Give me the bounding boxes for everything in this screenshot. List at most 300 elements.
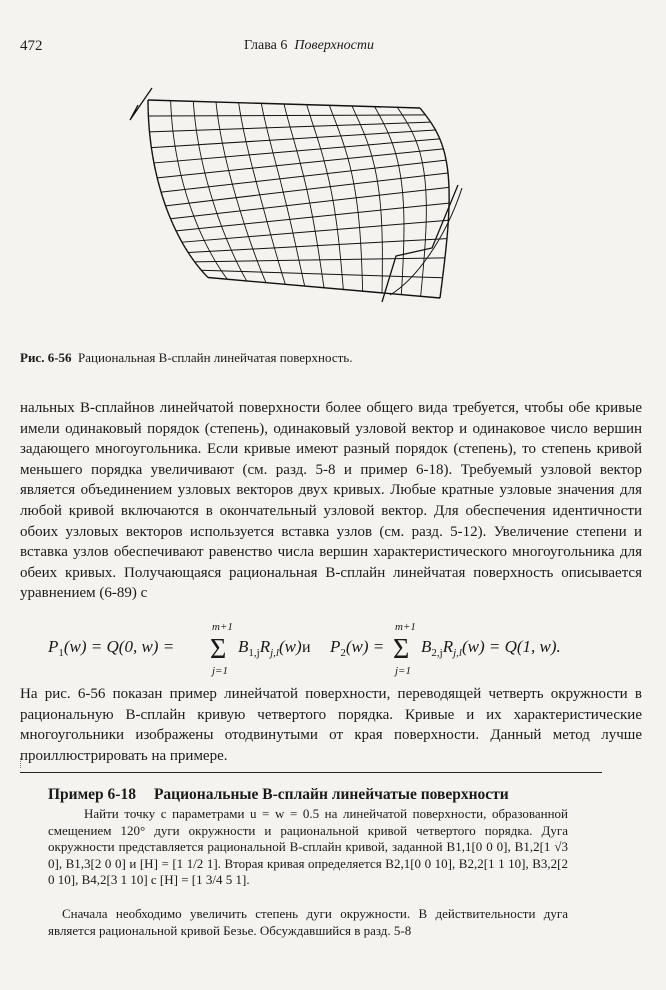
mesh-line — [320, 147, 321, 151]
mesh-line — [178, 164, 179, 169]
mesh-line — [152, 150, 153, 155]
mesh-line — [239, 267, 241, 271]
mesh-line — [217, 264, 219, 267]
mesh-line — [318, 248, 319, 253]
mesh-line — [340, 253, 341, 258]
mesh-line — [379, 196, 380, 201]
mesh-line — [444, 152, 445, 156]
mesh-line — [266, 125, 267, 129]
mesh-line — [443, 270, 444, 277]
mesh-line — [278, 174, 279, 179]
mesh-line — [153, 155, 154, 160]
mesh-line — [316, 238, 317, 243]
mesh-line — [236, 198, 237, 203]
mesh-line — [280, 268, 281, 272]
mesh-line — [361, 126, 362, 129]
mesh-line — [337, 226, 338, 231]
mesh-line — [275, 160, 276, 165]
mesh-line — [191, 208, 193, 213]
mesh-line — [245, 225, 246, 229]
mesh-line — [223, 273, 225, 276]
mesh-line — [283, 192, 284, 197]
mesh-line — [306, 185, 307, 190]
mesh-line — [196, 221, 198, 225]
mesh-line — [301, 268, 302, 273]
mesh-line — [216, 102, 217, 107]
mesh-line — [194, 111, 195, 116]
mesh-line — [299, 158, 300, 162]
mesh-line — [260, 268, 262, 272]
mesh-line — [400, 174, 401, 179]
mesh-line — [300, 162, 301, 166]
mesh-line — [379, 191, 380, 196]
mesh-line — [175, 143, 176, 148]
mesh-line — [341, 258, 342, 263]
mesh-line — [295, 145, 296, 149]
mesh-line — [320, 263, 321, 268]
mesh-line — [174, 138, 175, 143]
mesh-line — [335, 211, 336, 216]
mesh-line — [339, 130, 340, 134]
mesh-line — [422, 110, 424, 112]
mesh-line — [264, 209, 265, 214]
mesh-line — [268, 133, 269, 137]
mesh-line — [188, 198, 190, 203]
mesh-line — [441, 141, 442, 144]
mesh-line — [447, 229, 448, 235]
mesh-line — [421, 158, 422, 162]
mesh-line — [249, 239, 251, 243]
mesh-line — [444, 256, 445, 263]
mesh-line — [446, 242, 447, 249]
mesh-line — [257, 260, 259, 264]
mesh-line — [229, 244, 231, 248]
mesh-line — [311, 209, 312, 214]
mesh-line — [240, 212, 241, 217]
mesh-line — [177, 232, 179, 236]
mesh-line — [283, 276, 284, 280]
mesh-line — [265, 214, 266, 219]
mesh-line — [292, 230, 293, 235]
mesh-line — [173, 224, 175, 228]
mesh-line — [294, 141, 295, 145]
formula-right: $P_2(w)$ = — [330, 637, 385, 659]
mesh-line — [354, 184, 355, 189]
mesh-line — [349, 162, 350, 166]
mesh-line — [446, 160, 447, 164]
mesh-line — [199, 230, 201, 234]
mesh-line — [224, 232, 226, 236]
running-head — [244, 38, 374, 54]
mesh-line — [343, 141, 344, 145]
mesh-line — [346, 153, 347, 157]
mesh-line — [392, 141, 393, 145]
mesh-line — [320, 258, 321, 263]
mesh-line — [206, 275, 208, 277]
mesh-line — [270, 232, 271, 237]
mesh-line — [179, 236, 181, 240]
mesh-line — [177, 159, 178, 164]
mesh-line — [217, 112, 218, 117]
mesh-line — [159, 186, 160, 191]
chapter-title: Поверхности — [294, 38, 374, 53]
mesh-line — [195, 117, 196, 122]
mesh-line — [374, 163, 375, 167]
mesh-line — [334, 206, 335, 211]
mesh-line — [315, 131, 316, 135]
mesh-line — [331, 191, 332, 196]
mesh-line — [401, 178, 402, 183]
mesh-line — [290, 221, 291, 226]
mesh-line — [219, 219, 221, 223]
mesh-line — [297, 249, 298, 254]
formula-term-1: $B_{1,j}R_{j,l}(w)$ — [238, 637, 302, 659]
sum-symbol-2: Σ — [393, 634, 410, 665]
mesh-line — [180, 169, 181, 174]
mesh-line — [239, 107, 240, 112]
mesh-line — [442, 144, 443, 148]
mesh-line — [326, 168, 327, 172]
mesh-line — [227, 164, 228, 169]
mesh-line — [276, 255, 277, 259]
mesh-line — [226, 160, 227, 165]
mesh-line — [189, 203, 191, 208]
mesh-line — [200, 152, 201, 157]
mesh-line — [243, 125, 244, 130]
mesh-line — [196, 127, 197, 132]
mesh-line — [266, 218, 267, 223]
mesh-line — [172, 122, 173, 127]
mesh-line — [370, 151, 371, 155]
mesh-line — [150, 134, 151, 140]
mesh-line — [194, 217, 196, 221]
mesh-line — [424, 176, 425, 181]
sum-upper-limit-2: m+1 — [395, 621, 416, 633]
mesh-line — [396, 157, 397, 161]
mesh-line — [258, 264, 260, 268]
mesh-line — [187, 251, 189, 254]
mesh-line — [181, 240, 183, 244]
mesh-line — [261, 200, 262, 205]
mesh-line — [198, 142, 199, 147]
mesh-line — [315, 228, 316, 233]
mesh-line — [242, 216, 243, 221]
mesh-line — [447, 164, 448, 168]
mesh-line — [243, 130, 244, 135]
mesh-line — [249, 153, 250, 158]
mesh-line — [157, 176, 158, 181]
mesh-line — [262, 108, 263, 112]
mesh-line — [234, 256, 236, 260]
mesh-line — [206, 176, 207, 181]
mesh-line — [293, 136, 294, 140]
mesh-line — [222, 228, 224, 232]
example-paragraph-1: Найти точку с параметрами u = w = 0.5 на линейчатой поверхности, образованной смещением 120° дуги окружности и рациональной кривой четвертого порядка. Дуга окружности представляется рациональной B-сплайн кривой, заданной B1,1[0 0 0], B1,2[1 √3 0], B1,3[2 0 0] и [H] = [1 1/2 1]. Вторая кривая определяется B2,1[0 0 10], B2,2[1 1 10], B3,2[2 0 10], B4,2[3 1 10] с [H] = [1 3/4 5 1]. — [48, 806, 568, 887]
mesh-line — [238, 202, 239, 207]
mesh-line — [358, 119, 359, 122]
mesh-line — [275, 250, 276, 254]
mesh-line — [285, 108, 286, 112]
mesh-line — [222, 140, 223, 145]
mesh-line — [257, 186, 258, 191]
mesh-line — [379, 116, 381, 119]
mesh-line — [167, 210, 169, 215]
formula — [40, 616, 600, 680]
body-paragraph-1: нальных B-сплайнов линейчатой поверхности более общего вида требуется, чтобы обе кривые имели одинаковый порядок (степень), одинаковый узловой вектор и одинаковое число вершин задающего многоугольника. Если кривые имеют разный порядок (степень), то степень кривой меньшего порядка увеличивают (см. разд. 5-8 и пример 6-18). Требуемый узловой вектор является объединением узловых векторов двух кривых. Любые кратные узловые значения для любой кривой включаются в окончательный узловой вектор. Для обеспечения идентичности обоих узловых векторов используется вставка узлов (см. разд. 5-12). Увеличение степени и вставка узлов обеспечивают равенство числа вершин характеристического многоугольника для обеих кривых. Получающаяся рациональная B-сплайн линейчатая поверхность описывается уравнением (6-89) с — [20, 400, 642, 602]
mesh-line — [255, 176, 256, 181]
mesh-line — [418, 146, 419, 150]
mesh-line — [377, 177, 378, 182]
mesh-line — [444, 263, 445, 270]
mesh-line — [276, 164, 277, 169]
mesh-line — [356, 199, 357, 204]
mesh-line — [311, 120, 312, 124]
mesh-line — [291, 226, 292, 231]
mesh-line — [290, 128, 291, 132]
mesh-line — [319, 143, 320, 147]
mesh-line — [186, 194, 187, 199]
figure-caption-text: Рациональная B-сплайн линейчатая поверхность. — [78, 350, 353, 365]
mesh-line — [389, 134, 390, 137]
formula-left: $P_1(w) = Q(0$, w) = — [48, 637, 175, 659]
mesh-line — [155, 166, 156, 171]
mesh-line — [151, 144, 152, 149]
mesh-line — [149, 128, 150, 134]
mesh-line — [218, 121, 219, 126]
mesh-line — [293, 235, 294, 240]
mesh-line — [331, 109, 332, 112]
mesh-line — [265, 120, 266, 124]
mesh-line — [282, 187, 283, 192]
mesh-line — [150, 139, 151, 144]
mesh-line — [273, 151, 274, 155]
mesh-line — [323, 155, 324, 159]
mesh-line — [298, 153, 299, 157]
mesh-line — [267, 129, 268, 133]
mesh-line — [319, 253, 320, 258]
mesh-line — [252, 167, 253, 172]
sum-upper-limit: m+1 — [212, 621, 233, 633]
mesh-line — [164, 201, 166, 206]
mesh-line — [436, 131, 438, 134]
mesh-line — [278, 259, 279, 263]
mesh-line — [279, 264, 280, 268]
mesh-line — [248, 148, 249, 153]
mesh-line — [258, 190, 259, 195]
figure-caption — [20, 350, 640, 366]
mesh-line — [274, 246, 275, 250]
mesh-line — [313, 218, 314, 223]
mesh-line — [337, 126, 338, 130]
mesh-line — [421, 283, 422, 290]
mesh-line — [377, 181, 378, 186]
mesh-line — [195, 122, 196, 127]
mesh-line — [185, 247, 187, 251]
mesh-line — [296, 149, 297, 153]
chapter-label: Глава 6 — [244, 38, 288, 53]
mesh-line — [433, 126, 435, 129]
mesh-line — [197, 137, 198, 142]
mesh-line — [243, 221, 244, 226]
mesh-line — [219, 126, 220, 131]
mesh-line — [173, 133, 174, 138]
mesh-line — [158, 181, 159, 186]
mesh-line — [338, 237, 339, 242]
mesh-line — [175, 228, 177, 232]
sum-lower-limit: j=1 — [212, 665, 228, 677]
mesh-line — [328, 177, 329, 182]
mesh-line — [217, 107, 218, 112]
mesh-line — [294, 240, 295, 245]
mesh-line — [441, 284, 442, 291]
mesh-line — [339, 242, 340, 247]
mesh-line — [247, 144, 248, 149]
mesh-line — [350, 166, 351, 170]
mesh-line — [253, 171, 254, 176]
mesh-line — [162, 196, 164, 201]
mesh-line — [340, 134, 341, 138]
mesh-line — [156, 171, 157, 176]
mesh-line — [426, 115, 428, 117]
mesh-line — [414, 136, 415, 139]
mesh-line — [358, 214, 359, 219]
mesh-line — [412, 133, 413, 136]
mesh-line — [435, 128, 437, 131]
figure-label: Рис. 6-56 — [20, 350, 72, 365]
mesh-line — [447, 236, 448, 243]
mesh-line — [220, 131, 221, 136]
mesh-line — [166, 206, 168, 211]
mesh-line — [267, 223, 268, 228]
mesh-line — [269, 228, 270, 233]
mesh-line — [296, 245, 297, 250]
mesh-line — [213, 257, 215, 260]
example-title: Рациональные B-сплайн линейчатые поверхности — [153, 786, 509, 803]
mesh-line — [254, 251, 256, 255]
mesh-line — [355, 189, 356, 194]
mesh-line — [287, 116, 288, 120]
mesh-line — [303, 277, 304, 281]
mesh-line — [201, 234, 203, 238]
mesh-line — [398, 161, 399, 165]
mesh-line — [199, 267, 201, 270]
mesh-line — [219, 267, 221, 270]
mesh-line — [362, 129, 363, 132]
mesh-line — [308, 108, 309, 112]
mesh-line — [440, 291, 441, 298]
ruled-surface-figure — [120, 80, 490, 325]
section-divider — [20, 772, 602, 773]
mesh-line — [386, 128, 388, 131]
mesh-line — [218, 116, 219, 121]
mesh-line — [359, 219, 360, 224]
mesh-line — [281, 183, 282, 188]
mesh-line — [443, 148, 444, 152]
page-number: 472 — [20, 38, 43, 54]
mesh-line — [404, 118, 406, 121]
mesh-line — [196, 264, 198, 267]
mesh-line — [417, 143, 418, 147]
mesh-line — [277, 169, 278, 174]
mesh-line — [225, 155, 226, 160]
mesh-line — [312, 214, 313, 219]
mesh-line — [336, 221, 337, 226]
margin-mark — [20, 758, 21, 768]
mesh-line — [182, 179, 183, 184]
mesh-line — [242, 121, 243, 126]
mesh-line — [197, 132, 198, 137]
mesh-line — [318, 139, 319, 143]
mesh-line — [260, 195, 261, 200]
sum-symbol: Σ — [210, 634, 227, 665]
mesh-line — [415, 139, 416, 142]
mesh-line — [339, 247, 340, 252]
mesh-line — [284, 197, 285, 202]
mesh-line — [373, 159, 374, 163]
mesh-line — [310, 204, 311, 209]
mesh-line — [181, 174, 182, 179]
mesh-line — [308, 194, 309, 199]
mesh-line — [154, 161, 155, 166]
mesh-line — [269, 138, 270, 142]
mesh-line — [329, 182, 330, 187]
mesh-line — [241, 116, 242, 121]
mesh-line — [345, 149, 346, 153]
mesh-line — [445, 249, 446, 256]
mesh-line — [273, 241, 274, 246]
formula-term-2: $B_{2,j}R_{j,l}(w) = Q(1$, w). — [421, 637, 561, 659]
mesh-line — [189, 254, 191, 257]
example-heading — [48, 786, 509, 804]
mesh-line — [378, 186, 379, 191]
mesh-line — [270, 142, 271, 146]
mesh-line — [203, 272, 205, 275]
mesh-line — [244, 135, 245, 140]
mesh-line — [366, 140, 367, 144]
mesh-line — [264, 116, 265, 120]
mesh-line — [207, 246, 209, 250]
mesh-line — [274, 155, 275, 159]
mesh-line — [255, 256, 257, 260]
mesh-line — [352, 175, 353, 180]
mesh-line — [251, 162, 252, 167]
mesh-line — [299, 259, 300, 264]
mesh-line — [353, 109, 354, 112]
mesh-line — [310, 116, 311, 120]
mesh-line — [333, 116, 334, 120]
mesh-line — [202, 162, 203, 167]
mesh-line — [445, 155, 446, 159]
mesh-line — [317, 243, 318, 248]
mesh-line — [227, 240, 229, 244]
mesh-line — [333, 201, 334, 206]
mesh-line — [233, 188, 234, 193]
mesh-line — [316, 233, 317, 238]
mesh-line — [251, 243, 253, 247]
mesh-line — [321, 268, 322, 273]
mesh-line — [314, 127, 315, 131]
mesh-line — [250, 158, 251, 163]
mesh-line — [199, 147, 200, 152]
mesh-line — [335, 119, 336, 123]
mesh-line — [287, 206, 288, 211]
mesh-line — [271, 147, 272, 151]
mesh-line — [246, 230, 247, 234]
example-paragraph-2: Сначала необходимо увеличить степень дуги окружности. В действительности дуга является рациональной кривой Безье. Обсуждавшийся в разд. 5-8 — [48, 906, 568, 938]
mesh-line — [305, 180, 306, 185]
mesh-line — [263, 275, 265, 279]
mesh-line — [245, 139, 246, 144]
